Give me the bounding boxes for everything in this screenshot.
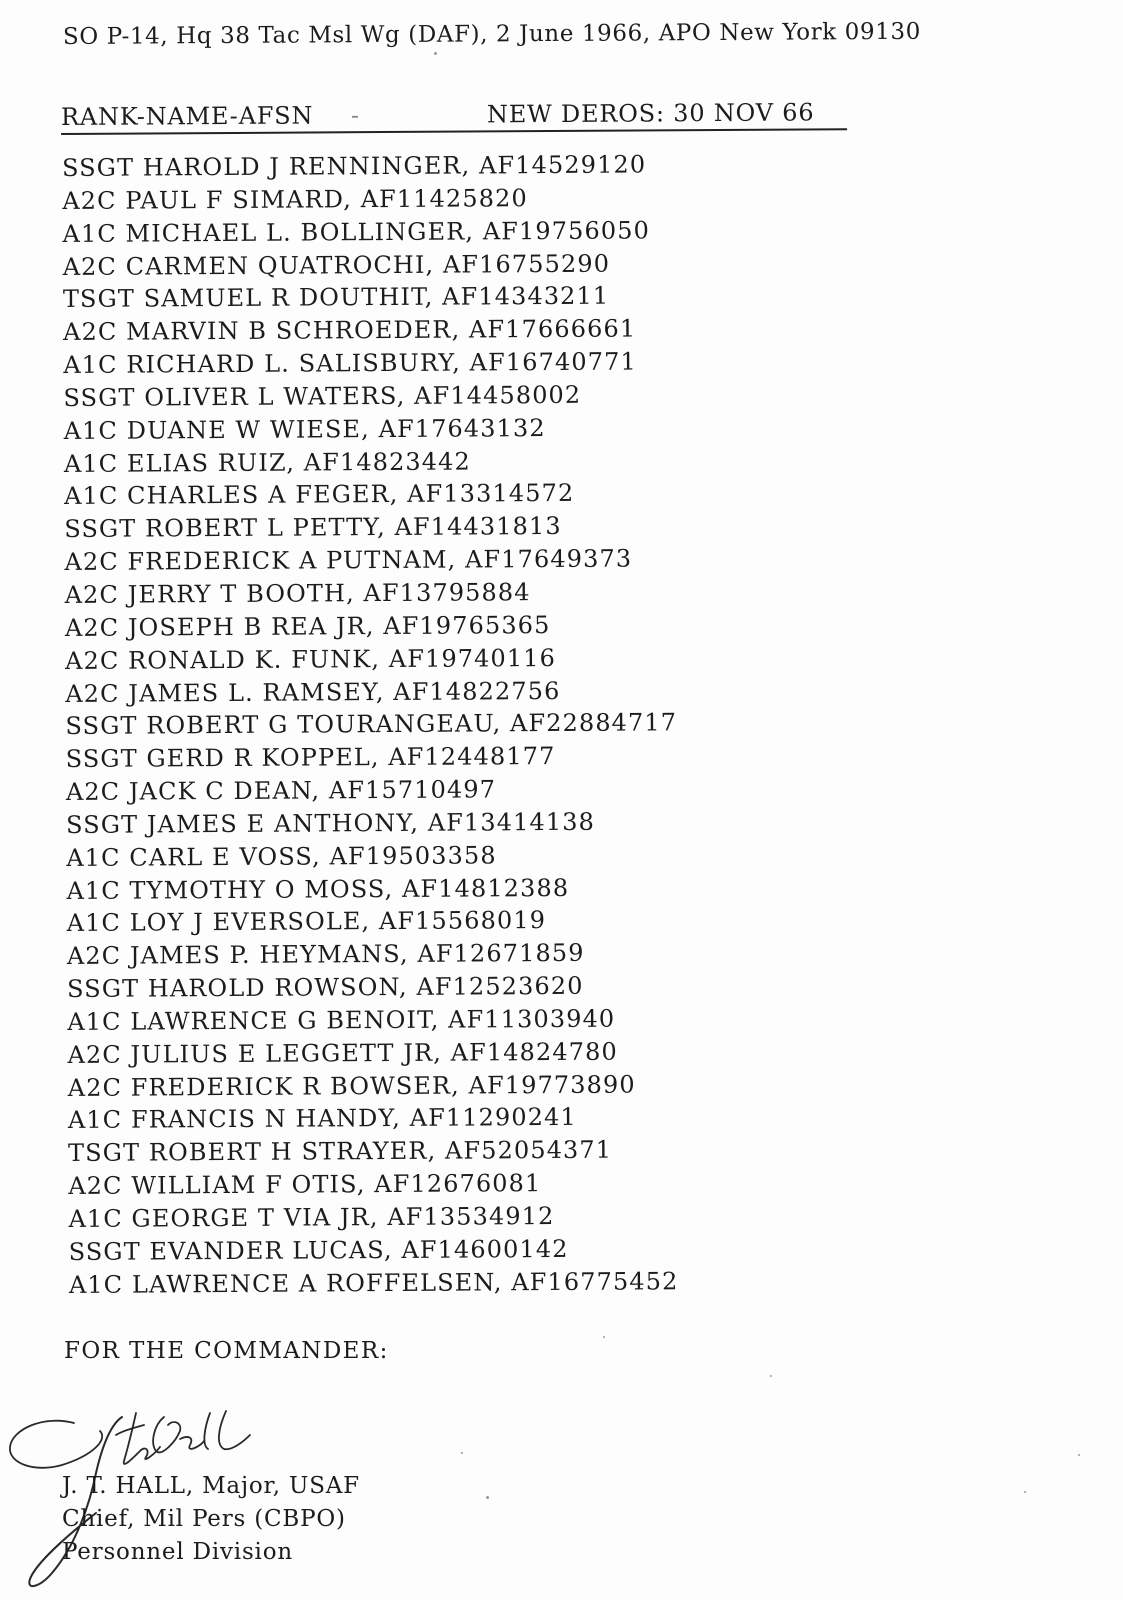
roster-entry: SSGT JAMES E ANTHONY, AF13414138 — [66, 807, 596, 839]
roster-entry: A1C TYMOTHY O MOSS, AF14812388 — [66, 873, 570, 905]
roster-entry: A1C FRANCIS N HANDY, AF11290241 — [67, 1103, 577, 1135]
roster-entry: A2C JOSEPH B REA JR, AF19765365 — [64, 610, 551, 642]
new-deros-heading: NEW DEROS: 30 NOV 66 — [486, 98, 815, 129]
roster-entry: A2C PAUL F SIMARD, AF11425820 — [62, 183, 528, 215]
roster-entry: A1C DUANE W WIESE, AF17643132 — [63, 413, 546, 445]
scan-speck — [461, 1452, 463, 1454]
roster-entry: A2C JULIUS E LEGGETT JR, AF14824780 — [67, 1037, 618, 1069]
roster-entry: SSGT ROBERT L PETTY, AF14431813 — [64, 512, 562, 544]
roster-entry: A2C JAMES L. RAMSEY, AF14822756 — [65, 676, 561, 708]
roster-entry: A2C FREDERICK R BOWSER, AF19773890 — [67, 1070, 636, 1102]
roster-entry: A1C ELIAS RUIZ, AF14823442 — [63, 447, 471, 478]
personnel-roster — [62, 148, 681, 1301]
roster-entry: A2C FREDERICK A PUTNAM, AF17649373 — [64, 544, 633, 577]
scan-speck — [434, 52, 437, 55]
roster-entry: A1C LOY J EVERSOLE, AF15568019 — [66, 906, 547, 938]
signer-division: Personnel Division — [62, 1539, 293, 1565]
roster-entry: SSGT HAROLD ROWSON, AF12523620 — [67, 971, 584, 1004]
roster-entry: A1C GEORGE T VIA JR, AF13534912 — [68, 1202, 555, 1233]
roster-entry: A1C CHARLES A FEGER, AF13314572 — [64, 479, 575, 511]
for-the-commander-line: FOR THE COMMANDER: — [64, 1338, 389, 1364]
roster-entry: A2C JERRY T BOOTH, AF13795884 — [64, 578, 531, 609]
heading-separator: - — [350, 101, 360, 130]
scan-speck — [1024, 1491, 1026, 1493]
roster-entry: SSGT HAROLD J RENNINGER, AF14529120 — [62, 150, 647, 182]
signer-name-rank: J. T. HALL, Major, USAF — [62, 1473, 360, 1499]
roster-entry: A1C CARL E VOSS, AF19503358 — [66, 841, 497, 872]
roster-entry: A2C WILLIAM F OTIS, AF12676081 — [68, 1169, 542, 1201]
scan-speck — [603, 1336, 605, 1338]
signer-title: Chief, Mil Pers (CBPO) — [62, 1506, 346, 1532]
roster-entry: SSGT OLIVER L WATERS, AF14458002 — [63, 380, 582, 412]
roster-entry: A1C MICHAEL L. BOLLINGER, AF19756050 — [62, 216, 651, 248]
roster-entry: A2C JAMES P. HEYMANS, AF12671859 — [66, 939, 585, 971]
signature-block — [62, 1470, 360, 1569]
roster-entry: A1C LAWRENCE A ROFFELSEN, AF16775452 — [68, 1266, 679, 1299]
scan-speck — [486, 1496, 489, 1499]
roster-entry: TSGT ROBERT H STRAYER, AF52054371 — [68, 1135, 613, 1168]
special-order-header: SO P-14, Hq 38 Tac Msl Wg (DAF), 2 June 1966, APO New York 09130 — [62, 18, 921, 50]
roster-entry: A1C RICHARD L. SALISBURY, AF16740771 — [63, 347, 637, 380]
roster-entry: TSGT SAMUEL R DOUTHIT, AF14343211 — [62, 282, 610, 314]
roster-entry: A2C JACK C DEAN, AF15710497 — [65, 775, 497, 807]
roster-entry: A1C LAWRENCE G BENOIT, AF11303940 — [67, 1004, 616, 1036]
scan-speck — [1078, 1454, 1080, 1456]
roster-column-heading — [61, 98, 847, 135]
roster-entry: SSGT GERD R KOPPEL, AF12448177 — [65, 742, 556, 774]
scan-speck — [770, 1375, 772, 1377]
roster-entry: A2C MARVIN B SCHROEDER, AF17666661 — [63, 314, 637, 347]
roster-entry: A2C CARMEN QUATROCHI, AF16755290 — [62, 249, 611, 281]
roster-entry: SSGT ROBERT G TOURANGEAU, AF22884717 — [65, 708, 678, 741]
roster-entry: A2C RONALD K. FUNK, AF19740116 — [65, 643, 557, 675]
roster-entry: SSGT EVANDER LUCAS, AF14600142 — [68, 1234, 569, 1266]
rank-name-afsn-heading: RANK-NAME-AFSN — [60, 101, 314, 131]
